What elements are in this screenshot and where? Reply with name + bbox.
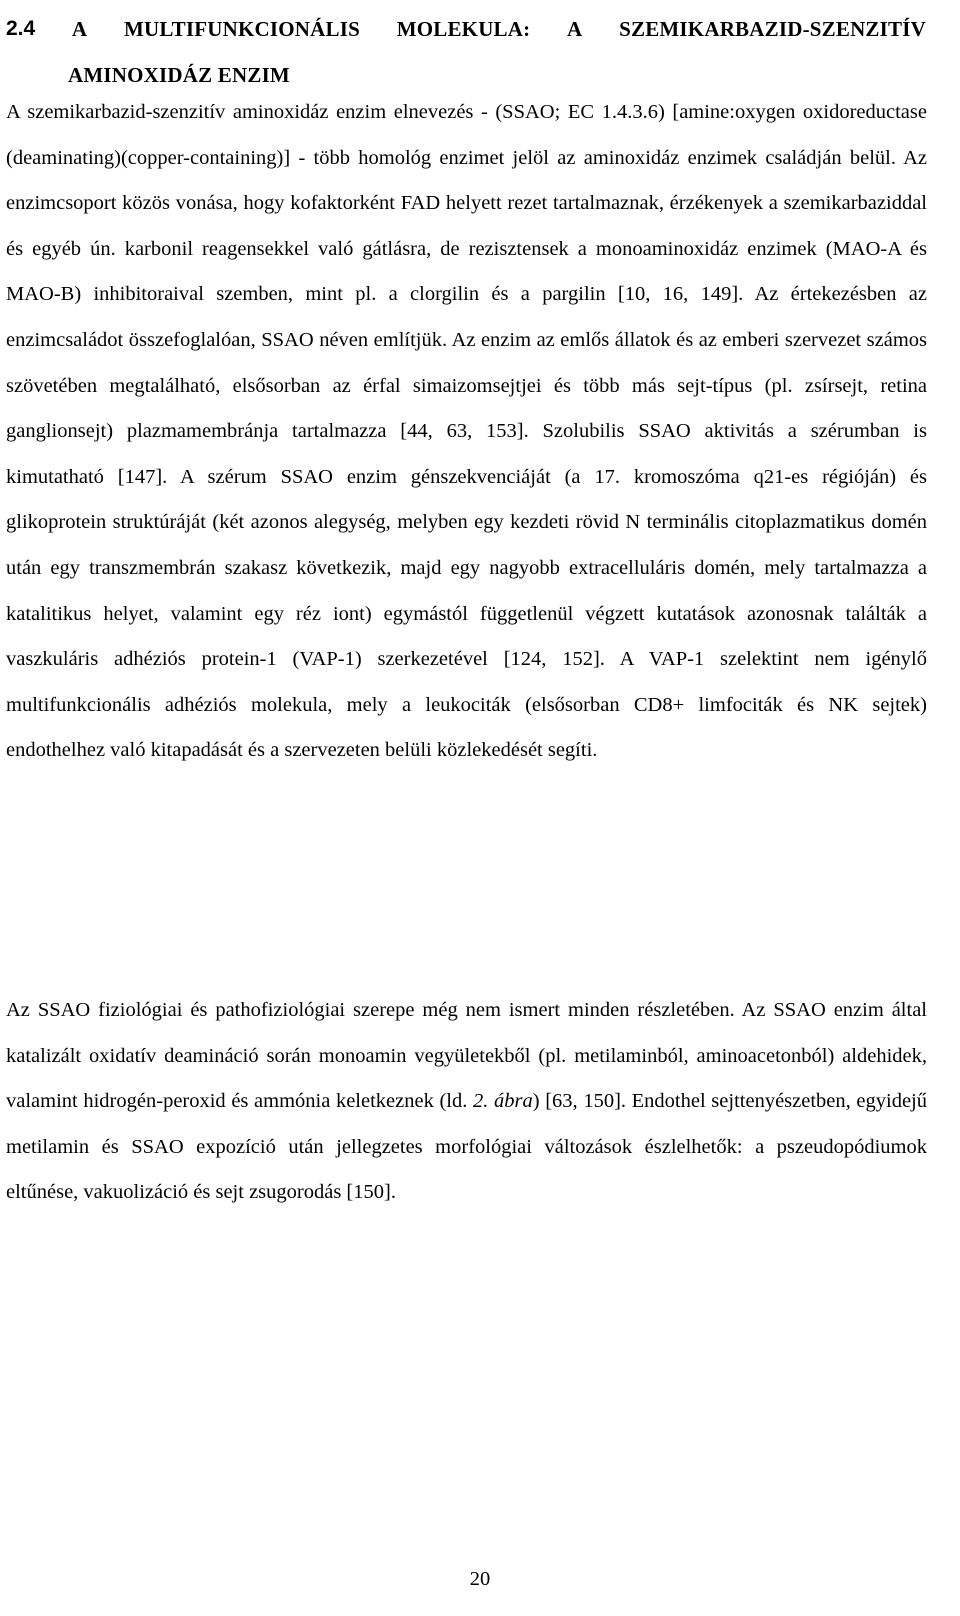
section-heading-word: A <box>567 17 583 41</box>
section-heading-line-2: AMINOXIDÁZ ENZIM <box>68 63 290 87</box>
section-heading <box>6 6 926 98</box>
section-heading-word: A <box>71 17 88 41</box>
section-heading-word: MULTIFUNKCIONÁLIS <box>123 17 360 41</box>
body-paragraph-1 <box>6 90 927 774</box>
section-heading-word: SZEMIKARBAZID-SZENZITÍV <box>619 17 926 41</box>
paragraph-text: A szemikarbazid-szenzitív aminoxidáz enzim elnevezés - (SSAO; EC 1.4.3.6) [amine:oxygen oxidoreductase (deaminating)(copper-containing)] - több homológ enzimet jelöl az aminoxidáz enzimek családján belül. Az enzimcsoport közös vonása, hogy kofaktorként FAD helyett rezet tartalmaznak, érzékenyek a szemikarbaziddal és egyéb ún. karbonil reagensekkel való gátlásra, de rezisztensek a monoaminoxidáz enzimek (MAO-A és MAO-B) inhibitoraival szemben, mint pl. a clorgilin és a pargilin [10, 16, 149]. Az értekezésben az enzimcsaládot összefoglalóan, SSAO néven említjük. Az enzim az emlős állatok és az emberi szervezet számos szövetében megtalálható, elsősorban az érfal simaizomsejtjei és több más sejt-típus (pl. zsírsejt, retina ganglionsejt) plazmamembránja tartalmazza [44, 63, 153]. Szolubilis SSAO aktivitás a szérumban is kimutatható [147]. A szérum SSAO enzim génszekvenciáját (a 17. kromoszóma q21-es régióján) és glikoprotein struktúráját (két azonos alegység, melyben egy kezdeti rövid N terminális citoplazmatikus domén után egy transzmembrán szakasz következik, majd egy nagyobb extracelluláris domén, mely tartalmazza a katalitikus helyet, valamint egy réz iont) egymástól függetlenül végzett kutatások azonosnak találták a vaszkuláris adhéziós protein-1 (VAP-1) szerkezetével [124, 152]. A VAP-1 szelektint nem igénylő multifunkcionális adhéziós molekula, mely a leukociták (elsősorban CD8+ limfociták és NK sejtek) endothelhez való kitapadását és a szervezeten belüli közlekedését segíti. <box>6 101 927 762</box>
section-heading-word: MOLEKULA: <box>396 17 531 41</box>
paragraph-text: ) [63, 150]. Endothel sejttenyészetben, egyidejű metilamin és SSAO expozíció után jellegzetes morfológiai változások észlelhetők: a pszeudopódiumok eltűnése, vakuolizáció és sejt zsugorodás [150]. <box>6 1090 927 1204</box>
page-number: 20 <box>469 1568 491 1590</box>
section-heading-line-1 <box>6 6 926 52</box>
section-number: 2.4 <box>6 17 36 40</box>
paragraph-text: Az SSAO fiziológiai és pathofiziológiai szerepe még nem ismert minden részletében. Az SSAO enzim által katalizált oxidatív deamináció során monoamin vegyületekből (pl. metilaminból, aminoacetonból) aldehidek, valamint hidrogén-peroxid és ammónia keletkeznek (ld. <box>6 999 927 1113</box>
body-paragraph-2 <box>6 988 927 1216</box>
figure-reference: 2. ábra <box>473 1090 533 1113</box>
